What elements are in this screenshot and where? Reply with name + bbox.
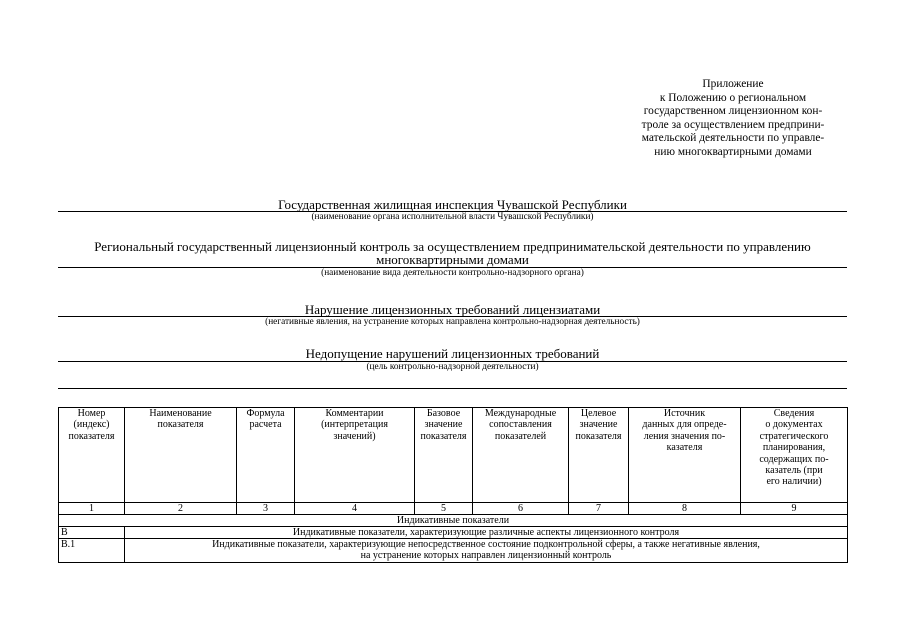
column-number-row: [59, 503, 848, 515]
header-data-source: Источник данных для опреде- ления значения по- казателя: [629, 408, 741, 503]
authority-name: Государственная жилищная инспекция Чувашской Республики: [278, 197, 627, 212]
table-header-row: [59, 408, 848, 503]
appendix-block: [630, 78, 836, 160]
column-number: 1: [59, 503, 125, 515]
section-title-row: [59, 515, 848, 527]
row-code: В.1: [59, 539, 125, 563]
table-row: [59, 527, 848, 539]
header-base-value: Базовое значение показателя: [415, 408, 473, 503]
row-text: Индикативные показатели, характеризующие непосредственное состояние подконтрольной сферы, а также негативные явления, на устранение которых направлен лицензионный контроль: [125, 539, 848, 563]
appendix-line: государственном лицензионном кон-: [643, 105, 823, 118]
appendix-line: к Положению о региональном: [659, 91, 807, 104]
column-number: 2: [125, 503, 237, 515]
appendix-line: Приложение: [702, 78, 764, 90]
header-formula: Формула расчета: [237, 408, 295, 503]
blank-underline: [58, 388, 847, 389]
column-number: 7: [569, 503, 629, 515]
appendix-line: нию многоквартирными домами: [654, 145, 812, 158]
control-goal-caption: (цель контрольно-надзорной деятельности): [366, 362, 539, 372]
header-name: Наименование показателя: [125, 408, 237, 503]
header-target-value: Целевое значение показателя: [569, 408, 629, 503]
section-title: Индикативные показатели: [59, 515, 848, 527]
negative-phenomena-caption: (негативные явления, на устранение которых направлена контрольно-надзорная деятельность): [265, 317, 640, 327]
control-type-line-1: Региональный государственный лицензионный контроль за осуществлением предпринимательской деятельности по управлению: [94, 239, 811, 254]
column-number: 4: [295, 503, 415, 515]
column-number: 5: [415, 503, 473, 515]
appendix-line: троле за осуществлением предприни-: [641, 118, 825, 131]
header-strategic-docs: Сведения о документах стратегического планирования, содержащих по- казатель (при его наличии): [741, 408, 848, 503]
indicators-table: [58, 407, 848, 563]
column-number: 9: [741, 503, 848, 515]
authority-caption: (наименование органа исполнительной власти Чувашской Республики): [311, 212, 594, 222]
column-number: 6: [473, 503, 569, 515]
header-international: Международные сопоставления показателей: [473, 408, 569, 503]
table-row: [59, 539, 848, 563]
row-code: В: [59, 527, 125, 539]
appendix-line: мательской деятельности по управле-: [641, 132, 825, 145]
control-type-line-2: многоквартирными домами: [376, 252, 529, 267]
column-number: 8: [629, 503, 741, 515]
control-goal: Недопущение нарушений лицензионных требований: [305, 346, 600, 361]
header-comments: Комментарии (интерпретация значений): [295, 408, 415, 503]
column-number: 3: [237, 503, 295, 515]
negative-phenomena: Нарушение лицензионных требований лицензиатами: [304, 302, 601, 317]
control-type-caption: (наименование вида деятельности контрольно-надзорного органа): [321, 268, 584, 278]
row-text: Индикативные показатели, характеризующие различные аспекты лицензионного контроля: [125, 527, 848, 539]
header-index: Номер (индекс) показателя: [59, 408, 125, 503]
